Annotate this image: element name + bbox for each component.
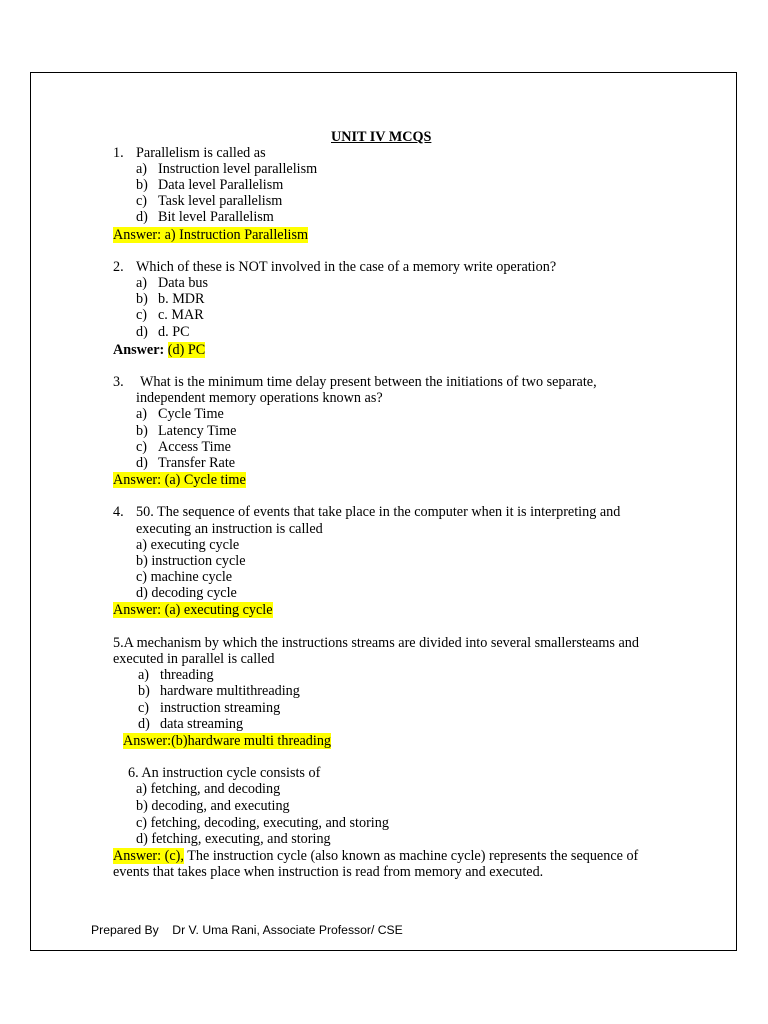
question-text: 50. The sequence of events that take place in the computer when it is interpreting and bbox=[136, 504, 621, 520]
option: d) Transfer Rate bbox=[136, 455, 236, 471]
question-1 bbox=[113, 145, 266, 161]
answer-highlight: (d) PC bbox=[167, 342, 206, 358]
option: a) Data bus bbox=[136, 275, 209, 291]
answer-explanation-continued: events that takes place when instruction is read from memory and executed. bbox=[113, 864, 544, 880]
option: c) instruction streaming bbox=[138, 700, 281, 716]
answer-highlight: Answer: (c), bbox=[113, 848, 184, 864]
option: d) Bit level Parallelism bbox=[136, 209, 274, 225]
option: a) fetching, and decoding bbox=[136, 781, 281, 797]
option: c) Access Time bbox=[136, 439, 231, 455]
answer: Answer: (d) PC bbox=[113, 342, 206, 358]
question-2: 2. Which of these is NOT involved in the case of a memory write operation? bbox=[113, 259, 557, 275]
page-title: UNIT IV MCQS bbox=[331, 129, 432, 145]
question-text: Which of these is NOT involved in the case of a memory write operation? bbox=[136, 259, 557, 275]
answer bbox=[113, 848, 638, 864]
question-3: 3. What is the minimum time delay present between the initiations of two separate, bbox=[113, 374, 597, 390]
option: b) decoding, and executing bbox=[136, 798, 290, 814]
option: a) threading bbox=[138, 667, 214, 683]
option: d) decoding cycle bbox=[136, 585, 237, 601]
option: c) c. MAR bbox=[136, 307, 204, 323]
question-4: 4. 50. The sequence of events that take place in the computer when it is interpreting and bbox=[113, 504, 621, 520]
question-text: What is the minimum time delay present between the initiations of two separate, bbox=[140, 374, 597, 390]
question-text-continued: independent memory operations known as? bbox=[136, 390, 383, 406]
option: a) executing cycle bbox=[136, 537, 240, 553]
option: b) Data level Parallelism bbox=[136, 177, 284, 193]
question-text: Parallelism is called as bbox=[136, 145, 266, 161]
option: d) d. PC bbox=[136, 324, 190, 340]
option: a) Cycle Time bbox=[136, 406, 224, 422]
option: c) machine cycle bbox=[136, 569, 233, 585]
page-footer: Prepared By Dr V. Uma Rani, Associate Professor/ CSE bbox=[91, 923, 403, 937]
question-number: 1. bbox=[113, 145, 124, 161]
question-text-continued: executing an instruction is called bbox=[136, 521, 323, 537]
option: c) fetching, decoding, executing, and storing bbox=[136, 815, 389, 831]
question-6: 6. An instruction cycle consists of bbox=[128, 765, 321, 781]
answer-highlight: Answer: a) Instruction Parallelism bbox=[113, 227, 309, 243]
question-text-continued: executed in parallel is called bbox=[113, 651, 275, 667]
answer-highlight: Answer: (a) Cycle time bbox=[113, 472, 246, 488]
answer-highlight: Answer:(b)hardware multi threading bbox=[123, 733, 332, 749]
option: c) Task level parallelism bbox=[136, 193, 283, 209]
option: b) Latency Time bbox=[136, 423, 237, 439]
option: a) Instruction level parallelism bbox=[136, 161, 318, 177]
question-5: 5.A mechanism by which the instructions streams are divided into several smallersteams and bbox=[113, 635, 639, 651]
answer-highlight: Answer: (a) executing cycle bbox=[113, 602, 273, 618]
option: b) hardware multithreading bbox=[138, 683, 300, 699]
option: d) data streaming bbox=[138, 716, 244, 732]
option: d) fetching, executing, and storing bbox=[136, 831, 331, 847]
option: b) instruction cycle bbox=[136, 553, 246, 569]
option: b) b. MDR bbox=[136, 291, 205, 307]
answer-explanation: The instruction cycle (also known as machine cycle) represents the sequence of bbox=[183, 848, 639, 864]
